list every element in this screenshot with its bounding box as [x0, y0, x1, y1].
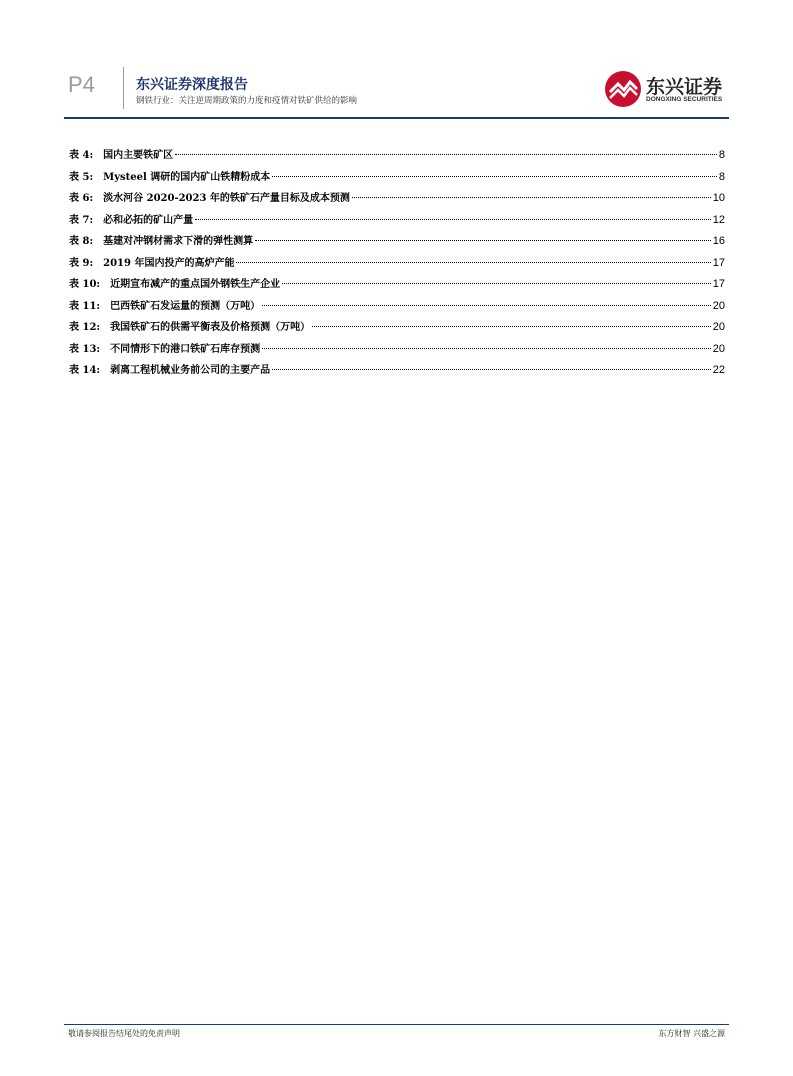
report-title: 东兴证券深度报告: [136, 77, 248, 93]
toc-entry-number: 表 8:: [69, 236, 94, 247]
toc-entry[interactable]: [69, 318, 725, 340]
report-subtitle: 钢铁行业：关注逆周期政策的力度和疫情对铁矿供给的影响: [136, 96, 358, 106]
footer-rule: [64, 1024, 729, 1025]
logo-subtext: DONGXING SECURITIES: [646, 96, 723, 103]
toc-entry-number: 表 4:: [69, 150, 94, 161]
toc-entry-title: 我国铁矿石的供需平衡表及价格预测（万吨）: [110, 322, 311, 333]
toc-dot-leader: [262, 348, 711, 349]
toc-entry-page: 17: [712, 278, 725, 290]
toc-entry-title: 淡水河谷 2020-2023 年的铁矿石产量目标及成本预测: [103, 193, 350, 204]
toc-entry-page: 17: [712, 256, 725, 269]
toc-entry-title: 2019 年国内投产的高炉产能: [103, 257, 235, 269]
toc-entry-title: 基建对冲钢材需求下滑的弹性测算: [103, 236, 254, 247]
company-logo: [604, 70, 734, 110]
toc-entry-number: 表 12:: [69, 322, 101, 333]
toc-entry-title: 不同情形下的港口铁矿石库存预测: [110, 343, 261, 355]
toc-dot-leader: [312, 326, 711, 327]
toc-entry[interactable]: [69, 254, 725, 276]
toc-entry-page: 8: [718, 149, 725, 161]
table-of-tables: [69, 146, 725, 383]
header-rule: [64, 117, 729, 119]
toc-dot-leader: [195, 219, 711, 220]
toc-entry[interactable]: [69, 232, 725, 254]
toc-dot-leader: [255, 240, 711, 241]
toc-entry-number: 表 11:: [69, 300, 101, 312]
toc-entry-page: 16: [712, 235, 725, 247]
toc-entry[interactable]: [69, 340, 725, 362]
toc-dot-leader: [272, 176, 717, 177]
toc-entry-number: 表 6:: [69, 193, 94, 204]
toc-entry-title: Mysteel 调研的国内矿山铁精粉成本: [103, 171, 271, 183]
toc-entry-title: 国内主要铁矿区: [103, 150, 174, 161]
toc-dot-leader: [236, 262, 710, 263]
toc-entry-number: 表 13:: [69, 343, 101, 355]
toc-dot-leader: [352, 197, 711, 198]
toc-entry[interactable]: [69, 275, 725, 297]
toc-dot-leader: [262, 305, 711, 306]
toc-entry[interactable]: [69, 146, 725, 168]
page-number: P4: [68, 72, 95, 97]
toc-dot-leader: [272, 369, 711, 370]
toc-entry[interactable]: [69, 168, 725, 190]
toc-entry-title: 巴西铁矿石发运量的预测（万吨）: [110, 300, 261, 312]
toc-entry-page: 10: [712, 192, 725, 204]
toc-entry-page: 8: [718, 170, 725, 183]
toc-entry-number: 表 7:: [69, 214, 94, 226]
header-divider: [123, 67, 124, 109]
disclaimer-note: 敬请参阅报告结尾处的免责声明: [68, 1029, 180, 1038]
logo-text: 东兴证券: [646, 76, 723, 98]
toc-entry[interactable]: [69, 211, 725, 233]
toc-entry-number: 表 9:: [69, 257, 94, 269]
toc-entry-title: 必和必拓的矿山产量: [103, 214, 194, 226]
toc-entry-page: 22: [712, 364, 725, 376]
toc-entry-title: 近期宣布减产的重点国外钢铁生产企业: [110, 279, 281, 290]
toc-entry[interactable]: [69, 297, 725, 319]
toc-entry[interactable]: [69, 189, 725, 211]
toc-entry-page: 20: [712, 342, 725, 355]
toc-dot-leader: [282, 283, 711, 284]
logo-mark-icon: [604, 70, 642, 108]
toc-entry-page: 20: [712, 321, 725, 333]
toc-dot-leader: [175, 154, 717, 155]
toc-entry-number: 表 10:: [69, 279, 101, 290]
toc-entry-title: 剥离工程机械业务前公司的主要产品: [110, 365, 271, 376]
toc-entry-number: 表 5:: [69, 171, 94, 183]
toc-entry-number: 表 14:: [69, 365, 101, 376]
company-slogan: 东方财智 兴盛之源: [658, 1029, 725, 1038]
toc-entry-page: 12: [712, 213, 725, 226]
toc-entry-page: 20: [712, 299, 725, 312]
toc-entry[interactable]: [69, 361, 725, 383]
